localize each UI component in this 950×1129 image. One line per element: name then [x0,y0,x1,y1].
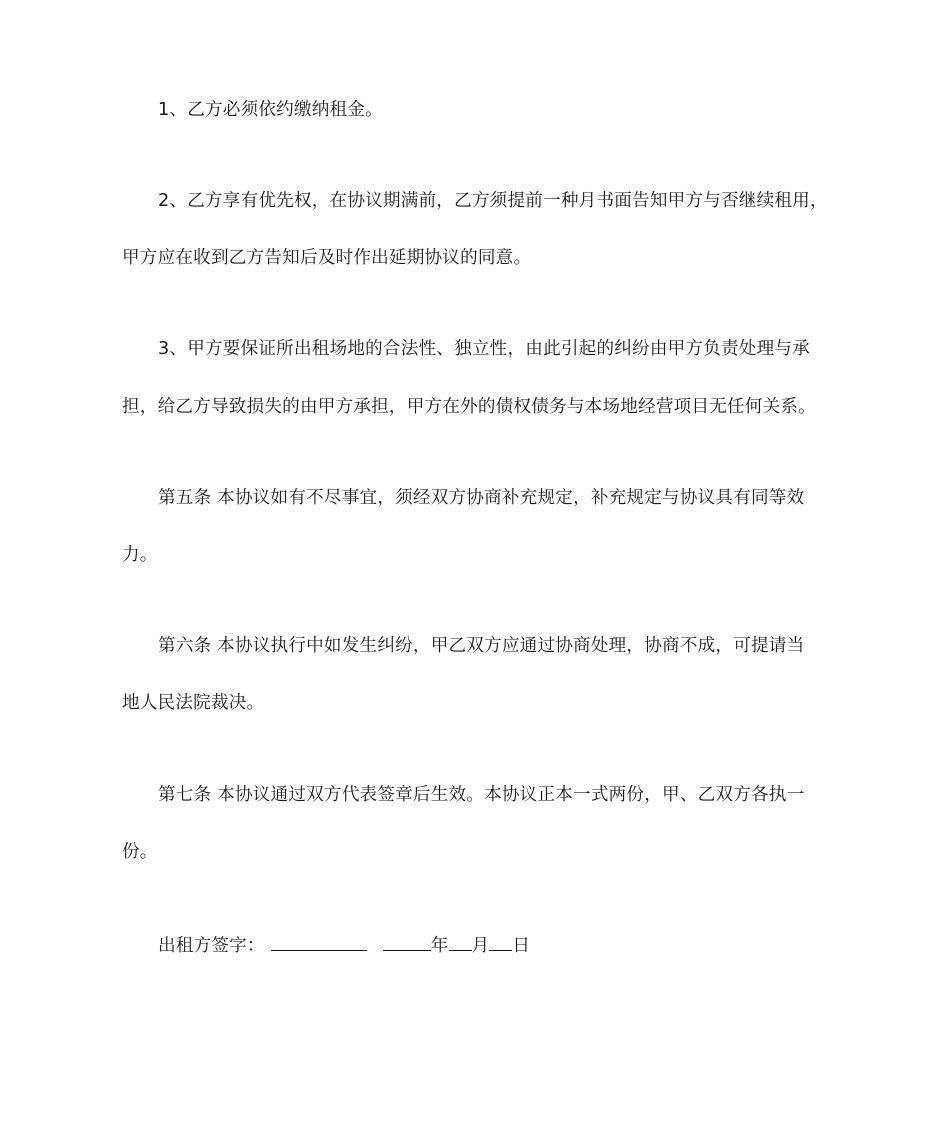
month-blank [449,931,472,951]
clause-2-line-2: 甲方应在收到乙方告知后及时作出延期协议的同意。 [122,248,532,268]
signature-blank [271,931,367,951]
signature-label: 出租方签字： [158,936,265,956]
clause-1-line: 1、乙方必须依约缴纳租金。 [158,100,383,120]
signature-line [158,931,878,958]
clause-3-line-1: 3、甲方要保证所出租场地的合法性、独立性，由此引起的纠纷由甲方负责处理与承 [158,339,810,359]
article-5-line-1: 第五条 本协议如有不尽事宜，须经双方协商补充规定，补充规定与协议具有同等效 [158,488,805,508]
year-blank [383,931,431,951]
clause-3-line-2: 担，给乙方导致损失的由甲方承担，甲方在外的债权债务与本场地经营项目无任何关系。 [122,397,816,417]
article-7-line-2: 份。 [122,842,158,862]
article-5-line-2: 力。 [122,545,158,565]
day-label: 日 [512,936,531,956]
article-6-line-1: 第六条 本协议执行中如发生纠纷，甲乙双方应通过协商处理，协商不成，可提请当 [158,636,805,656]
month-label: 月 [471,936,490,956]
article-6-line-2: 地人民法院裁决。 [122,693,265,713]
clause-2-line-1: 2、乙方享有优先权，在协议期满前，乙方须提前一种月书面告知甲方与否继续租用， [158,191,828,211]
year-label: 年 [430,936,449,956]
day-blank [489,931,512,951]
article-7-line-1: 第七条 本协议通过双方代表签章后生效。本协议正本一式两份，甲、乙双方各执一 [158,785,805,805]
